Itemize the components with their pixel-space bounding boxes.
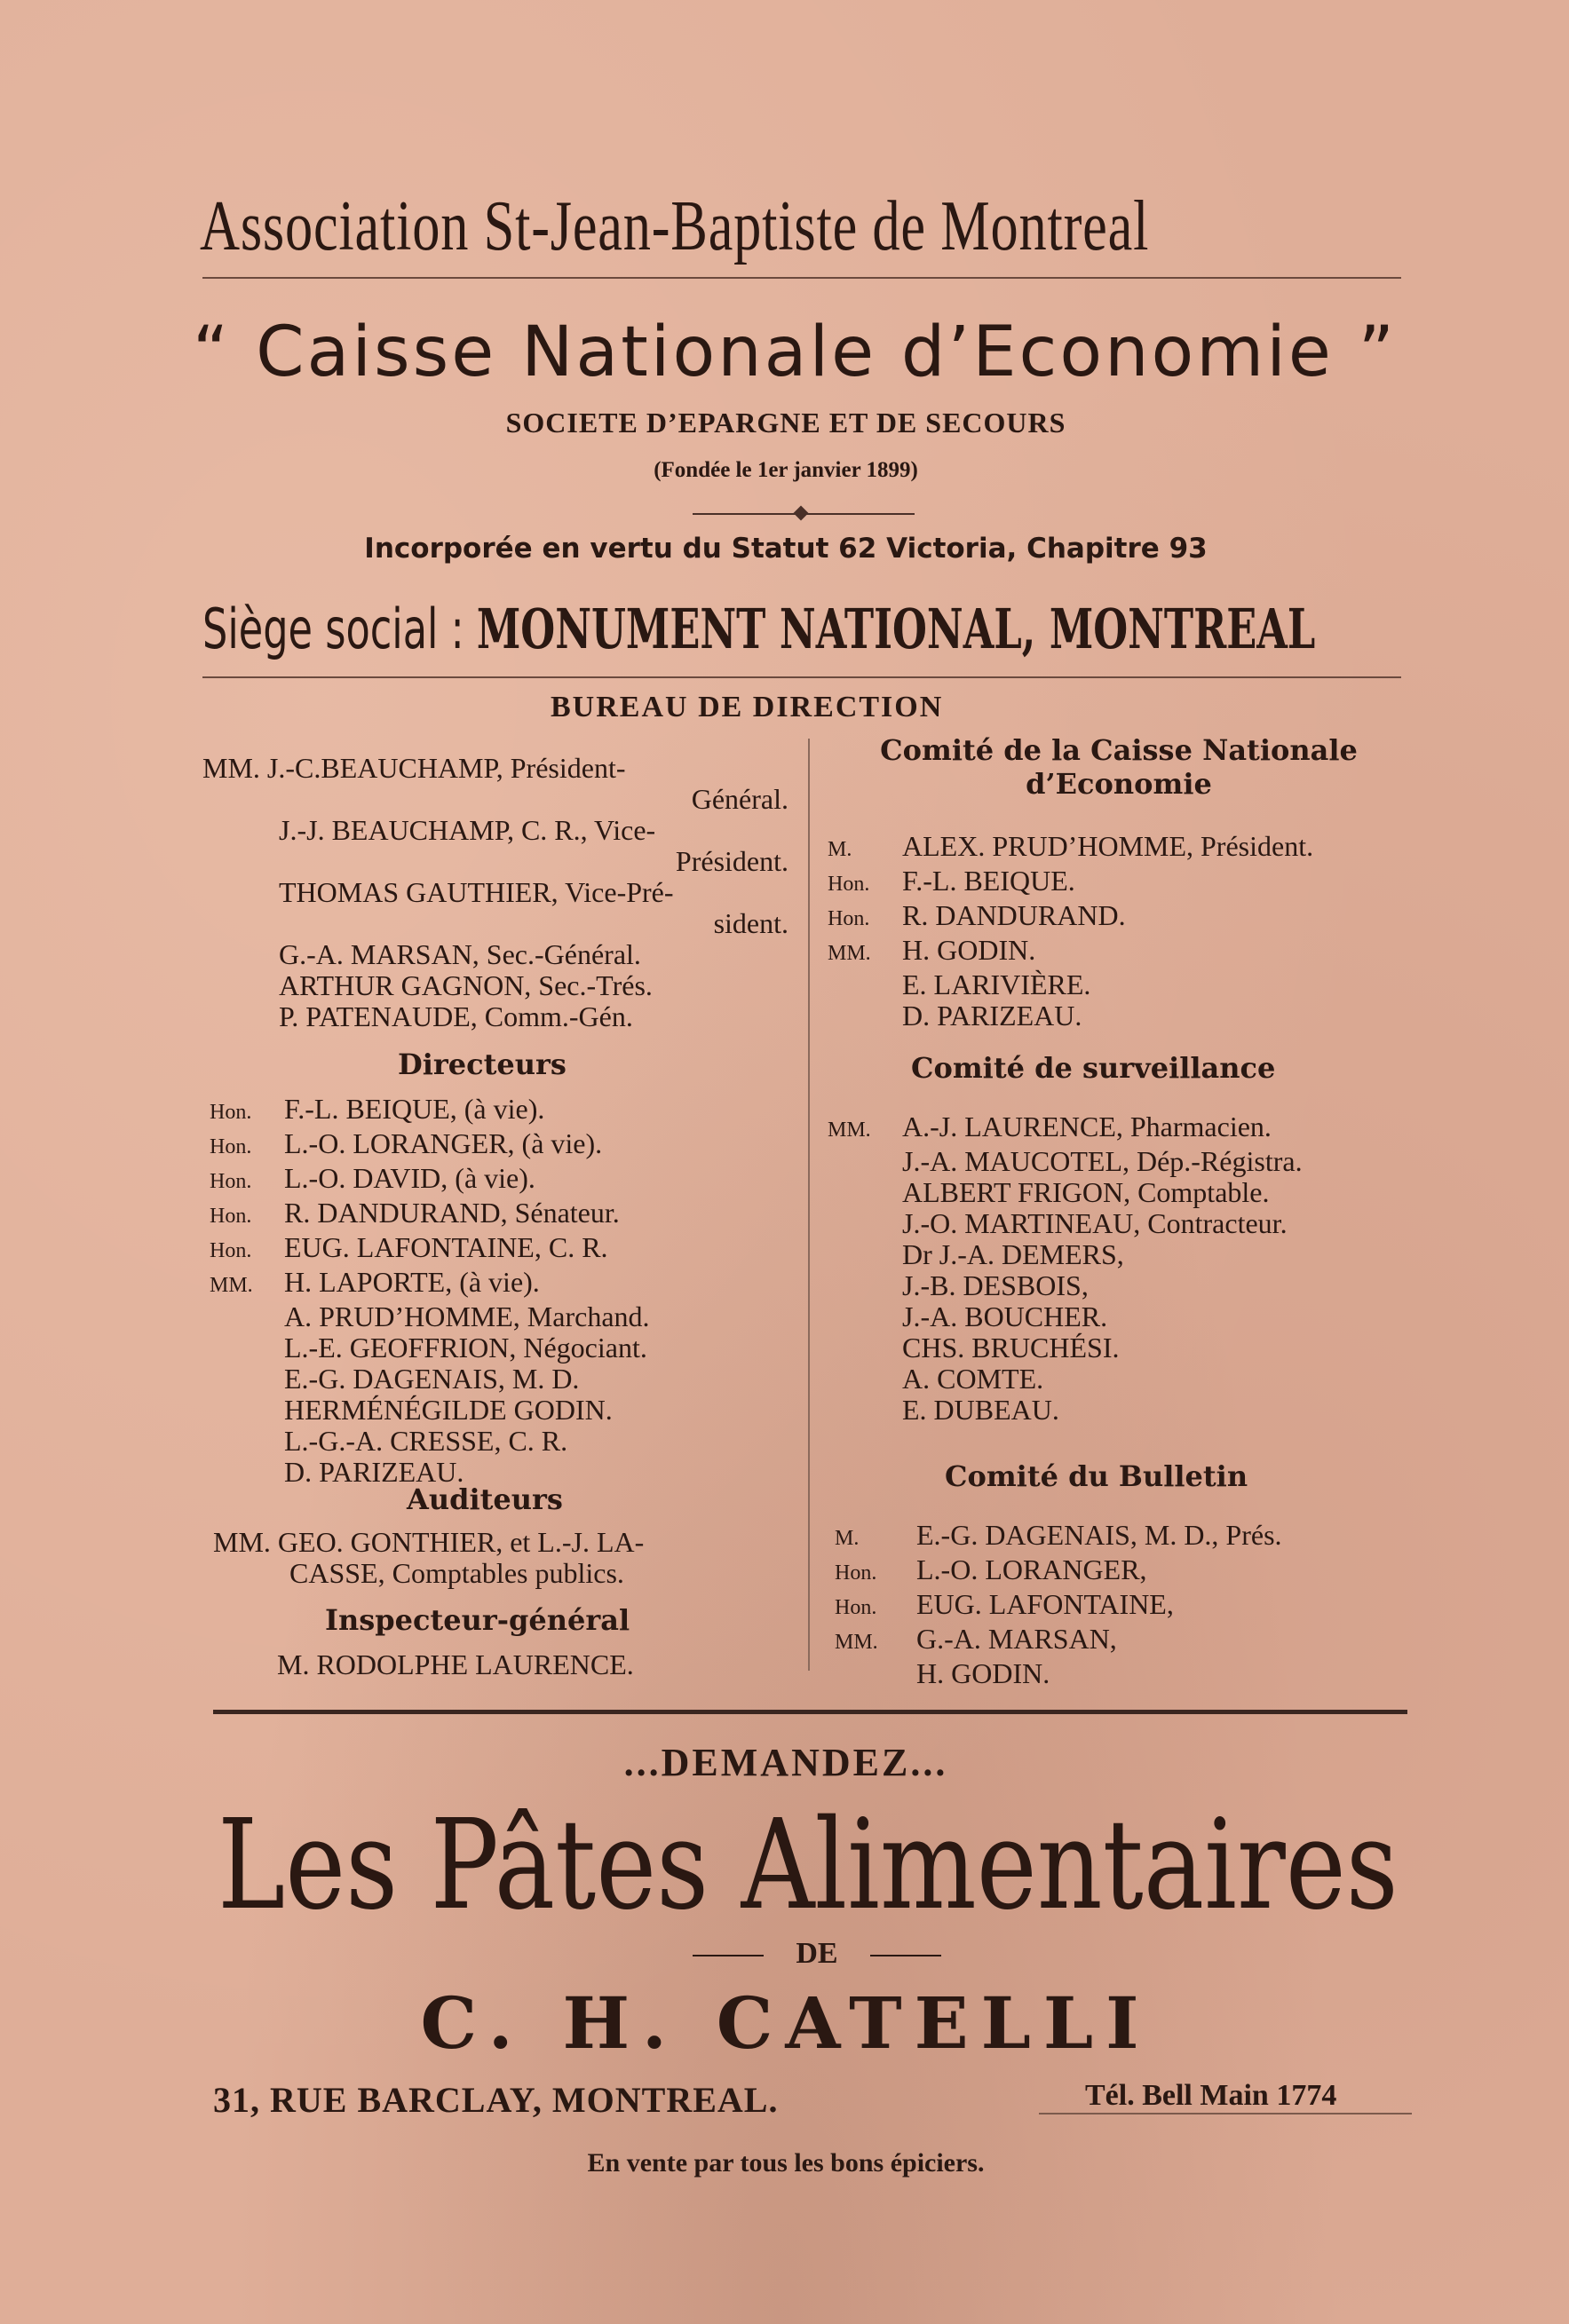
list-item: [210, 1301, 796, 1332]
list-item: [828, 900, 1414, 935]
member-name: J.-B. DESBOIS,: [902, 1269, 1089, 1301]
list-item: [828, 1146, 1414, 1177]
bureau-title: BUREAU DE DIRECTION: [551, 691, 944, 723]
list-item: [210, 1332, 796, 1364]
auditeur-line: MM. GEO. GONTHIER, et L.-J. LA-: [213, 1526, 645, 1558]
list-item: [210, 1267, 796, 1301]
member-name: A. COMTE.: [902, 1363, 1044, 1395]
list-item: [828, 935, 1414, 969]
member-name: L.-O. LORANGER, (à vie).: [284, 1127, 603, 1159]
member-name: J.-A. BOUCHER.: [902, 1300, 1108, 1332]
officer-line: P. PATENAUDE, Comm.-Gén.: [279, 1000, 633, 1032]
divider: [202, 676, 1401, 678]
list-item: [210, 1163, 796, 1198]
honorific-prefix: MM.: [210, 1274, 253, 1297]
auditeurs-list: [213, 1527, 799, 1589]
list-item: [210, 1364, 796, 1395]
comite-caisse-title-line1: Comité de la Caisse Nationale: [880, 733, 1358, 767]
honorific-prefix: Hon.: [835, 1596, 877, 1619]
list-item: [210, 1128, 796, 1163]
ad-divider: [213, 1710, 1407, 1714]
list-item: [835, 1589, 1421, 1624]
directeurs-title: Directeurs: [398, 1047, 567, 1081]
list-item: [210, 1232, 796, 1267]
officer-line: G.-A. MARSAN, Sec.-Général.: [279, 938, 641, 970]
comite-surveillance-title: Comité de surveillance: [911, 1051, 1276, 1085]
member-name: A.-J. LAURENCE, Pharmacien.: [902, 1111, 1272, 1142]
officer-line: Général.: [691, 783, 788, 815]
ad-headline: Les Pâtes Alimentaires: [218, 1793, 1399, 1938]
list-item: [828, 969, 1414, 1000]
member-name: R. DANDURAND.: [902, 899, 1126, 931]
member-name: Dr J.-A. DEMERS,: [902, 1238, 1124, 1270]
honorific-prefix: M.: [828, 838, 852, 861]
ad-brand: C. H. CATELLI: [420, 1981, 1152, 2065]
list-item: [835, 1658, 1421, 1689]
list-item: [828, 1364, 1414, 1395]
honorific-prefix: Hon.: [210, 1170, 252, 1193]
honorific-prefix: Hon.: [210, 1205, 252, 1228]
member-name: L.-G.-A. CRESSE, C. R.: [284, 1425, 568, 1457]
list-item: [828, 1301, 1414, 1332]
member-name: R. DANDURAND, Sénateur.: [284, 1197, 620, 1229]
honorific-prefix: MM.: [828, 1119, 871, 1142]
directeurs-list: [210, 1094, 796, 1488]
de-rule-right: [870, 1955, 941, 1956]
list-item: [828, 1111, 1414, 1146]
inspecteur-name: M. RODOLPHE LAURENCE.: [277, 1648, 634, 1680]
comite-caisse-title: [817, 733, 1421, 801]
honorific-prefix: Hon.: [828, 873, 870, 896]
ad-de: DE: [796, 1937, 838, 1970]
list-item: [828, 831, 1414, 866]
auditeurs-title: Auditeurs: [407, 1482, 563, 1516]
member-name: H. GODIN.: [916, 1657, 1050, 1689]
comite-bulletin-title: Comité du Bulletin: [945, 1459, 1248, 1493]
honorific-prefix: Hon.: [835, 1561, 877, 1585]
ad-address: 31, RUE BARCLAY, MONTREAL.: [213, 2080, 779, 2120]
member-name: EUG. LAFONTAINE, C. R.: [284, 1231, 608, 1263]
list-item: [210, 1094, 796, 1128]
comite-bulletin-list: [835, 1520, 1421, 1689]
list-item: [828, 1270, 1414, 1301]
member-name: J.-O. MARTINEAU, Contracteur.: [902, 1207, 1288, 1239]
officer-line: MM. J.-C.BEAUCHAMP, Président-: [202, 752, 626, 784]
member-name: L.-O. DAVID, (à vie).: [284, 1162, 535, 1194]
list-item: [828, 1177, 1414, 1208]
officers-list: [202, 753, 788, 1032]
member-name: D. PARIZEAU.: [902, 1000, 1082, 1032]
member-name: F.-L. BEIQUE, (à vie).: [284, 1093, 545, 1125]
divider: [202, 277, 1401, 279]
list-item: [835, 1520, 1421, 1554]
ad-telephone: Tél. Bell Main 1774: [1085, 2079, 1337, 2112]
comite-caisse-list: [828, 831, 1414, 1032]
list-item: [828, 1395, 1414, 1426]
list-item: [835, 1624, 1421, 1658]
member-name: G.-A. MARSAN,: [916, 1623, 1117, 1655]
list-item: [210, 1426, 796, 1457]
societe-subtitle: SOCIETE D’EPARGNE ET DE SECOURS: [505, 407, 1066, 439]
member-name: ALBERT FRIGON, Comptable.: [902, 1176, 1270, 1208]
inspecteur-title: Inspecteur-général: [325, 1603, 630, 1637]
honorific-prefix: Hon.: [210, 1135, 252, 1158]
member-name: H. GODIN.: [902, 934, 1036, 966]
list-item: [828, 1239, 1414, 1270]
honorific-prefix: Hon.: [210, 1101, 252, 1124]
member-name: L.-E. GEOFFRION, Négociant.: [284, 1332, 647, 1364]
ornament-diamond: [794, 506, 809, 521]
member-name: EUG. LAFONTAINE,: [916, 1588, 1174, 1620]
member-name: HERMÉNÉGILDE GODIN.: [284, 1394, 613, 1426]
officer-line: sident.: [713, 907, 788, 939]
member-name: D. PARIZEAU.: [284, 1456, 464, 1488]
fondee-date: (Fondée le 1er janvier 1899): [654, 458, 918, 482]
caisse-title: “ Caisse Nationale d’Economie ”: [192, 312, 1398, 392]
honorific-prefix: MM.: [835, 1631, 878, 1654]
member-name: CHS. BRUCHÉSI.: [902, 1332, 1120, 1364]
association-title: Association St-Jean-Baptiste de Montreal: [200, 187, 1150, 265]
member-name: H. LAPORTE, (à vie).: [284, 1266, 540, 1298]
siege-label: Siège social :: [202, 597, 464, 661]
comite-surveillance-list: [828, 1111, 1414, 1426]
list-item: [210, 1395, 796, 1426]
list-item: [828, 1208, 1414, 1239]
member-name: E.-G. DAGENAIS, M. D.: [284, 1363, 580, 1395]
comite-caisse-title-line2: d’Economie: [1026, 767, 1212, 801]
honorific-prefix: M.: [835, 1527, 860, 1550]
siege-social: [202, 597, 1315, 661]
officer-line: Président.: [675, 845, 788, 877]
siege-value: MONUMENT NATIONAL, MONTREAL: [476, 597, 1316, 661]
list-item: [835, 1554, 1421, 1589]
member-name: A. PRUD’HOMME, Marchand.: [284, 1300, 650, 1332]
member-name: ALEX. PRUD’HOMME, Président.: [902, 830, 1314, 862]
ad-vente: En vente par tous les bons épiciers.: [587, 2148, 985, 2178]
list-item: [828, 1000, 1414, 1032]
list-item: [210, 1198, 796, 1232]
underline-rule: [1039, 2113, 1412, 2115]
list-item: [828, 1332, 1414, 1364]
honorific-prefix: Hon.: [828, 907, 870, 930]
ad-demandez: ...DEMANDEZ...: [623, 1741, 948, 1784]
member-name: E. DUBEAU.: [902, 1394, 1059, 1426]
auditeur-line: CASSE, Comptables publics.: [289, 1557, 624, 1589]
member-name: F.-L. BEIQUE.: [902, 865, 1075, 897]
officer-line: THOMAS GAUTHIER, Vice-Pré-: [279, 876, 674, 908]
member-name: E.-G. DAGENAIS, M. D., Prés.: [916, 1519, 1282, 1551]
honorific-prefix: MM.: [828, 942, 871, 965]
list-item: [828, 866, 1414, 900]
member-name: L.-O. LORANGER,: [916, 1553, 1147, 1585]
member-name: E. LARIVIÈRE.: [902, 968, 1091, 1000]
officer-line: ARTHUR GAGNON, Sec.-Trés.: [279, 969, 653, 1001]
column-divider: [808, 739, 810, 1671]
incorporation-line: Incorporée en vertu du Statut 62 Victoria, Chapitre 93: [364, 533, 1208, 565]
honorific-prefix: Hon.: [210, 1239, 252, 1262]
officer-line: J.-J. BEAUCHAMP, C. R., Vice-: [279, 814, 656, 846]
member-name: J.-A. MAUCOTEL, Dép.-Régistra.: [902, 1145, 1303, 1177]
